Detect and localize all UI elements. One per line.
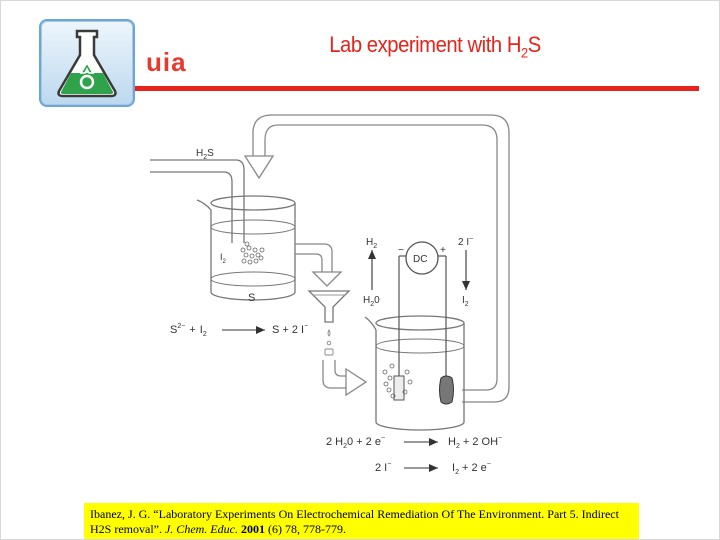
anode — [440, 376, 454, 404]
gas-bubbles — [241, 242, 264, 264]
title-main: Lab experiment with H — [329, 32, 521, 57]
reaction-2 — [326, 435, 502, 450]
logo-wordmark: uia — [146, 47, 187, 77]
h2o-label: $H_20$ — [363, 295, 380, 308]
citation-year: 2001 — [240, 522, 265, 536]
journal-name: J. Chem. Educ. — [164, 522, 238, 536]
svg-text:2 H20 + 2 e−: 2 $H_20 + 2$ e− — [326, 435, 386, 450]
citation-box — [84, 503, 639, 539]
title-sub: 2 — [520, 44, 528, 61]
iodide-label: 2 I− — [458, 236, 474, 248]
minus-terminal: − — [398, 245, 404, 256]
electrolysis-cell — [365, 256, 464, 430]
reaction-beaker — [197, 196, 295, 304]
h2-label: $H_2$ — [366, 237, 378, 250]
cathode — [394, 376, 404, 400]
recirculation-arrowhead — [245, 156, 273, 178]
plus-terminal: + — [440, 245, 446, 256]
i2-label: $I_2$ — [220, 252, 226, 265]
svg-text:S2−+I2: $S^{2-} + I_2$ — [170, 323, 207, 338]
title-end: S — [527, 32, 541, 57]
reaction-3 — [375, 461, 491, 476]
filter-funnel — [309, 291, 349, 322]
h2s-inlet-label: $H_2S$ — [196, 148, 214, 161]
citation-line-1: Ibanez, J. G. “Laboratory Experiments On Electrochemical Remediation Of The Environment. Part 5. Indirect — [90, 507, 619, 521]
transfer-arrow — [295, 244, 332, 272]
svg-text:H2+ 2 OH−: $H_2 + 2$ OH− — [448, 435, 503, 450]
citation-line-2: H2S removal”. J. Chem. Educ. 2001 (6) 78, 778-779. — [90, 522, 346, 536]
svg-text:2 I−: 2 I− — [375, 461, 392, 474]
reaction-1 — [170, 323, 308, 338]
svg-text:S + 2 I−: S + 2 I− — [272, 323, 309, 336]
h2s-inlet-pipe — [150, 160, 244, 243]
dc-label: DC — [413, 254, 428, 265]
sulfur-label: S — [248, 292, 256, 304]
iodine-label: $I_2$ — [462, 295, 469, 308]
svg-text:I2+ 2 e−: $I_2 + 2$ e− — [452, 461, 491, 476]
recirculation-loop — [265, 125, 497, 390]
recirculation-loop-inner — [253, 115, 509, 402]
drips — [325, 330, 333, 355]
feed-arrow — [323, 360, 346, 388]
